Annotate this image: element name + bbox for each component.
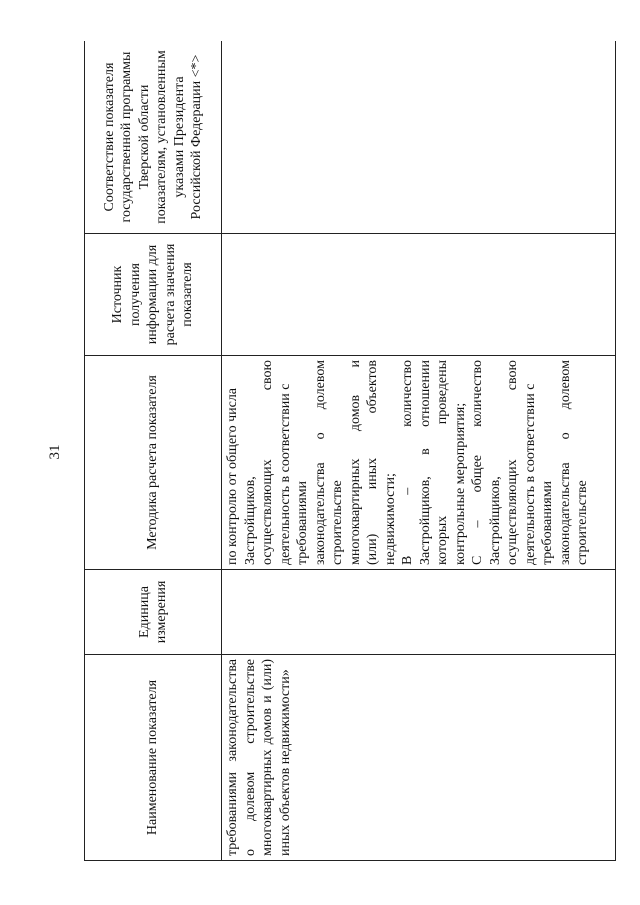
method-line: Застройщиков, [487,476,503,565]
cell-unit [222,570,616,655]
method-line: контрольные мероприятия; [452,402,468,565]
cell-correspondence [222,41,616,234]
method-line: строительстве [330,480,345,565]
header-correspondence: Соответствие показателя государственной программы Тверской области показателям, установленным указами Президента Российской Федерации <*> [85,41,222,234]
method-line: строительстве [575,480,590,565]
name-line: многоквартирных домов и (или) [260,659,275,856]
method-line: деятельность в соответствии с [277,383,293,565]
method-line: Застройщиков, в отношении [417,360,433,565]
method-line: которых проведены [435,360,450,565]
indicator-table-container [84,41,616,861]
rotated-page [84,41,616,861]
cell-source [222,234,616,356]
method-line: по контролю от общего числа [225,387,240,565]
header-unit: Единица измерения [85,570,222,655]
method-line: требованиями [540,480,555,565]
method-line: законодательства о долевом [557,360,573,565]
cell-method [222,356,616,570]
method-line: законодательства о долевом [312,360,328,565]
method-line: В – количество [400,360,415,565]
method-line: С – общее количество [470,360,485,565]
name-line: требованиями законодательства [225,659,240,856]
header-indicator-name: Наименование показателя [85,655,222,861]
method-line: требованиями [295,480,310,565]
method-line: (или) иных объектов [365,360,380,565]
name-line: иных объектов недвижимости» [277,669,293,856]
table-header-row [85,41,222,861]
name-line: о долевом строительстве [242,659,258,856]
method-line: Застройщиков, [242,476,258,565]
cell-indicator-name [222,655,616,861]
table-row [222,41,616,861]
method-line: многоквартирных домов и [347,360,363,565]
method-line: осуществляющих свою [505,360,520,565]
page-number: 31 [47,444,63,460]
indicator-table [84,41,616,861]
header-method: Методика расчета показателя [85,356,222,570]
method-line: недвижимости; [382,473,398,565]
method-line: осуществляющих свою [260,360,275,565]
header-source: Источник получения информации для расчета значения показателя [85,234,222,356]
method-line: деятельность в соответствии с [522,383,538,565]
